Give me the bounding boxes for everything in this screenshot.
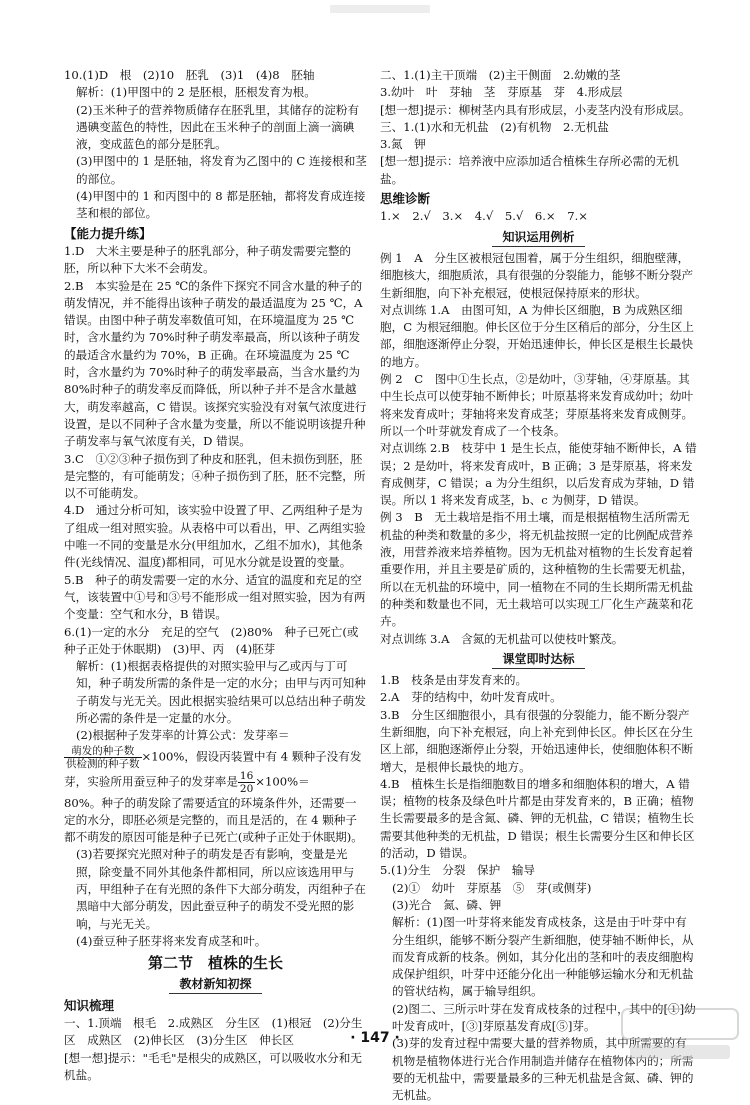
formula-fraction-2 <box>238 770 255 795</box>
answer-paragraph: 3.氮 钾 <box>380 137 426 152</box>
subsection-heading: 课堂即时达标 <box>492 651 584 669</box>
answer-paragraph: 例 2 C 图中①生长点，②是幼叶，③芽轴，④芽原基。其中生长点可以使芽轴不断伸长；叶原基将来发育成幼叶；幼叶将来发育成叶；芽轴将来发育成茎；芽原基将来发育成侧芽。所以一个叶芽就发育成了一个枝条。 <box>380 372 694 438</box>
section-heading: 【能力提升练】 <box>64 225 152 241</box>
answer-paragraph: 对点训练 2.B 枝芽中 1 是生长点，能使芽轴不断伸长，A 错误；2 是幼叶，将来发育成叶，B 正确；3 是芽原基，将来发育成侧芽，C 错误；a 为分生组织，以后发育成为芽轴，D 错误。所以 1 将来发育成茎，b、c 为侧芽，D 错误。 <box>380 441 697 508</box>
answer-paragraph: (3)甲图中的 1 是胚轴，将发育为乙图中的 C 连接根和茎的部位。 <box>76 154 367 186</box>
answer-paragraph: [想一想]提示：柳树茎内具有形成层，小麦茎内没有形成层。 <box>380 102 691 117</box>
answer-paragraph: 对点训练 1.A 由图可知，A 为伸长区细胞，B 为成熟区细胞，C 为根冠细胞。伸长区位于分生区稍后的部分，分生区上部，细胞逐渐停止分裂，开始迅速伸长，伸长区是根生长最快的地方。 <box>380 302 694 369</box>
answer-paragraph: 3.C ①②③种子损伤到了种皮和胚乳，但未损伤到胚，胚是完整的，有可能萌发；④种子损伤到了胚，胚不完整，所以不可能萌发。 <box>64 451 366 501</box>
right-answers <box>380 67 697 226</box>
answer-paragraph: (2)① 幼叶 芽原基 ⑤ 芽(或侧芽) <box>392 880 592 895</box>
answer-paragraph: (3)芽的发育过程中需要大量的营养物质，其中所需要的有机物是植物体进行光合作用制造并储存在植物体内的；所需要的无机盐中，需要量最多的三种无机盐是含氮、磷、钾的无机盐。 <box>392 1036 694 1103</box>
formula-text: ×100%，假设丙装置中有 4 颗种子没有发芽，实验所用蚕豆种子的发芽率是 <box>64 749 362 789</box>
section-heading: 思维诊断 <box>380 191 431 207</box>
answer-paragraph: 80%。种子的萌发除了需要适宜的环境条件外，还需要一定的水分，即胚必须是完整的，而且是活的，在 4 颗种子都不萌发的原因可能是种子已死亡(或种子正处于休眠期)。 <box>64 795 363 845</box>
answer-paragraph: 1.B 枝条是由芽发育来的。 <box>380 673 528 688</box>
answer-paragraph: 6.(1)一定的水分 充足的空气 (2)80% 种子已死亡(或种子正处于休眠期) (3)甲、丙 (4)胚芽 <box>64 624 359 656</box>
subsection-heading: 知识运用例析 <box>492 229 584 247</box>
answer-paragraph: 例 3 B 无土栽培是指不用土壤，而是根据植物生活所需无机盐的种类和数量的多少，将无机盐按照一定的比例配成营养液，用营养液来培养植物。因为无机盐对植物的生长发育起着重要作用，并且主要是矿质的，这种植物的生长需要无机盐，所以在无机盐的环境中，同一植物在不同的生长期所需无机盐的种类和数量也不同，无土栽培可以实现工厂化生产蔬菜和花卉。 <box>380 510 694 629</box>
answer-paragraph: 二、1.(1)主干顶端 (2)主干侧面 2.幼嫩的茎 <box>380 68 621 82</box>
answer-paragraph: 1.D 大米主要是种子的胚乳部分，种子萌发需要完整的胚，所以种下大米不会萌发。 <box>64 243 352 276</box>
answer-paragraph: 解析：(1)根据表格提供的对照实验甲与乙或丙与丁可知，种子萌发所需的条件是一定的水分；由甲与丙可知种子萌发与光无关。因此根据实验结果可以总结出种子萌发所必需的条件是一定量的水分。 <box>76 659 366 725</box>
left-column <box>64 67 367 1084</box>
answer-paragraph: (4)甲图中的 1 和丙图中的 8 都是胚轴，都将发育成连接茎和根的部位。 <box>76 189 366 221</box>
section-title: 第二节 植株的生长 <box>147 954 283 973</box>
answer-paragraph: 10.(1)D 根 (2)10 胚乳 (3)1 (4)8 胚轴 <box>64 68 315 82</box>
answer-paragraph: 3.幼叶 叶 芽轴 茎 芽原基 芽 4.形成层 <box>380 85 623 100</box>
example-analysis <box>380 250 697 648</box>
answer-paragraph: 5.B 种子的萌发需要一定的水分、适宜的温度和充足的空气，该装置中①号和③号不能形成一组对照实验，因为有两个变量：空气和水分，B 错误。 <box>64 572 366 622</box>
fraction-denominator: 20 <box>239 782 254 795</box>
answer-paragraph: 4.B 植株生长是指细胞数目的增多和细胞体积的增大，A 错误；植物的枝条及绿色叶片都是由芽发育来的，B 正确；植物生长需要最多的是含氮、磷、钾的无机盐，C 错误；植物生长需要其他种类的无机盐，D 错误；根生长需要分生区和伸长区的活动，D 错误。 <box>380 776 695 861</box>
answer-paragraph: 三、1.(1)水和无机盐 (2)有机物 2.无机盐 <box>380 119 609 134</box>
germination-formula <box>64 745 367 795</box>
answer-paragraph: 解析：(1)图一叶芽将来能发育成枝条，这是由于叶芽中有分生组织，能够不断分裂产生新细胞，使芽轴不断伸长，从而发育成新的枝条。例如，其分化出的茎和叶的表皮细胞构成保护组织，叶芽中还能分化出一种能够运输水分和无机盐的管状结构，属于输导组织。 <box>392 915 694 999</box>
left-answers-continued <box>64 795 367 951</box>
subsection-heading: 教材新知初探 <box>169 976 261 994</box>
formula-text: ×100%＝ <box>255 774 310 789</box>
answer-paragraph: [想一想]提示："毛毛"是根尖的成熟区，可以吸收水分和无机盐。 <box>64 1050 362 1083</box>
fraction-numerator: 16 <box>239 769 254 782</box>
answer-paragraph: 2.B 本实验是在 25 ℃的条件下探究不同含水量的种子的萌发情况，并不能得出该种子萌发的最适温度为 25 ℃，A 错误。由图中种子萌发率数值可知，在环境温度为 25 ℃时，含水量约为 70%时种子萌发率最高，所以该种子萌发的最适含水量约为 70%，B 正确。在环境温度为 25 ℃时，含水量约为 70%时种子的萌发率最高，当含水量约为 80%时种子的萌发率反而降低，所以种子并不是含水量越大，萌发率越高，C 错误。该探究实验没有对氧气浓度进行设置，是以不同种子含水量为变量，所以不能说明该提升种子萌发率与氧气浓度有关，D 错误。 <box>64 278 367 449</box>
answer-paragraph: 4.D 通过分析可知，该实验中设置了甲、乙两组种子是为了组成一组对照实验。从表格中可以看出，甲、乙两组实验中唯一不同的变量是水分(甲组加水，乙组不加水)，其他条件(光线情况、温度)都相同，可见水分就是设置的变量。 <box>64 503 366 570</box>
answer-paragraph: (2)图二、三所示叶芽在发育成枝条的过程中，其中的[①]幼叶发育成叶，[③]芽原基发育成[⑤]芽。 <box>392 1001 696 1034</box>
answer-paragraph: 例 1 A 分生区被根冠包围着，属于分生组织，细胞壁薄，细胞核大，细胞质浓，具有很强的分裂能力，能够不断分裂产生新细胞，向下补充根冠，使根冠保持原来的形状。 <box>380 250 694 300</box>
answer-paragraph: (2)玉米种子的营养物质储存在胚乳里，其储存的淀粉有遇碘变蓝色的特性，因此在玉米种子的剖面上滴一滴碘液，变成蓝色的部分是胚乳。 <box>76 102 360 152</box>
fraction-denominator: 供检测的种子数 <box>66 757 140 770</box>
answer-paragraph: 2.A 芽的结构中，幼叶发育成叶。 <box>380 690 562 705</box>
right-column <box>380 67 697 1105</box>
answer-paragraph: 1.× 2.√ 3.× 4.√ 5.√ 6.× 7.× <box>380 209 589 224</box>
left-answers <box>64 67 367 745</box>
answer-paragraph: (2)根据种子发芽率的计算公式：发芽率＝ <box>76 728 290 743</box>
answer-paragraph: 3.B 分生区细胞很小，具有很强的分裂能力，能不断分裂产生新细胞，向下补充根冠，向上补充到伸长区。伸长区在分生区上部，细胞逐渐停止分裂，开始迅速伸长，使细胞体积不断增大，是根伸长最快的地方。 <box>380 707 694 774</box>
top-watermark <box>330 2 430 16</box>
formula-fraction-1 <box>64 745 142 770</box>
answer-paragraph: (3)若要探究光照对种子的萌发是否有影响，变量是光照，除变量不同外其他条件都相同，所以应该选用甲与丙，甲组种子在有光照的条件下大部分萌发，丙组种子在黑暗中大部分萌发，因此蚕豆种子的萌发不受光照的影响，与光无关。 <box>76 847 366 931</box>
answer-paragraph: [想一想]提示：培养液中应添加适合植株生存所必需的无机盐。 <box>380 154 679 186</box>
answer-paragraph: 解析：(1)甲图中的 2 是胚根，胚根发育为根。 <box>76 85 316 100</box>
page-number: · 147 · <box>350 1030 400 1046</box>
fraction-numerator: 萌发的种子数 <box>64 745 142 758</box>
section-heading: 知识梳理 <box>64 997 115 1013</box>
answer-paragraph: (4)蚕豆种子胚芽将来发育成茎和叶。 <box>76 933 267 948</box>
answer-paragraph: 对点训练 3.A 含氮的无机盐可以使枝叶繁茂。 <box>380 631 624 646</box>
answer-paragraph: (3)光合 氮、磷、钾 <box>392 897 502 912</box>
answer-paragraph: 一、1.顶端 根毛 2.成熟区 分生区 (1)根冠 (2)分生区 成熟区 (2)伸长区 (3)分生区 伸长区 <box>64 1016 363 1048</box>
answer-paragraph: 5.(1)分生 分裂 保护 输导 <box>380 863 536 878</box>
watermark-logo <box>620 1005 740 1065</box>
